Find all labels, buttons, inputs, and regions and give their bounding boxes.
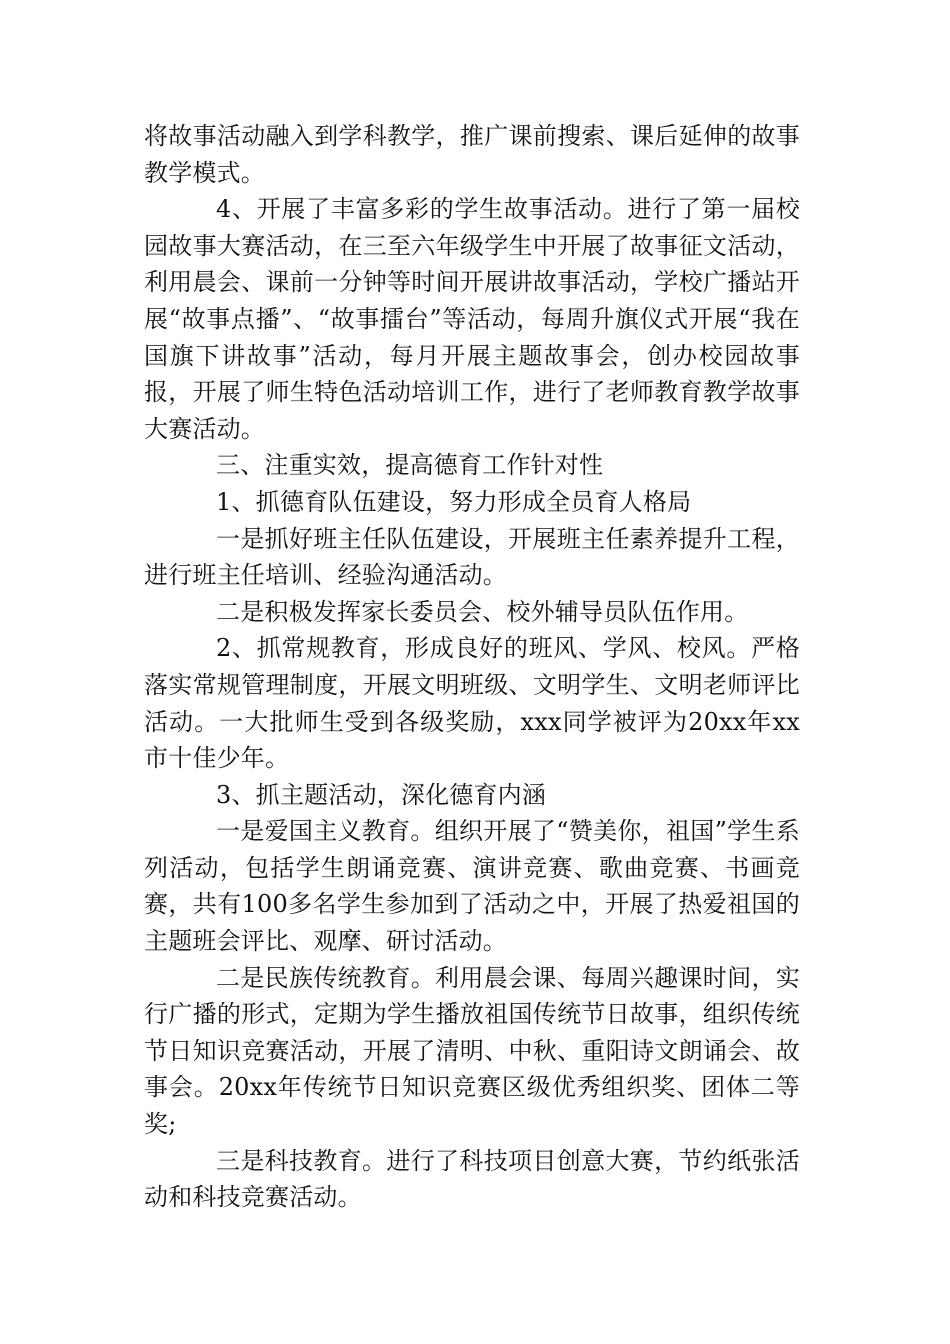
- paragraph-item-2-routine-education: 2、抓常规教育，形成良好的班风、学风、校风。严格落实常规管理制度，开展文明班级、文明学生、文明老师评比活动。一大批师生受到各级奖励，xxx同学被评为20xx年xx市十佳少年。: [144, 634, 800, 773]
- paragraph-parents-committee: 二是积极发挥家长委员会、校外辅导员队伍作用。: [216, 597, 749, 626]
- document-page: [144, 118, 800, 1216]
- paragraph-head-teacher-team: 一是抓好班主任队伍建设，开展班主任素养提升工程，进行班主任培训、经验沟通活动。: [144, 524, 800, 590]
- section-heading-3: 三、注重实效，提高德育工作针对性: [216, 451, 604, 480]
- paragraph-science-education: 三是科技教育。进行了科技项目创意大赛，节约纸张活动和科技竞赛活动。: [144, 1146, 800, 1212]
- paragraph-item-4-story-activities: 4、开展了丰富多彩的学生故事活动。进行了第一届校园故事大赛活动，在三至六年级学生中开展了故事征文活动，利用晨会、课前一分钟等时间开展讲故事活动，学校广播站开展“故事点播”、“故事擂台”等活动，每周升旗仪式开展“我在国旗下讲故事”活动，每月开展主题故事会，创办校园故事报，开展了师生特色活动培训工作，进行了老师教育教学故事大赛活动。: [144, 195, 800, 443]
- subheading-1-moral-team: 1、抓德育队伍建设，努力形成全员育人格局: [216, 487, 692, 516]
- paragraph-story-teaching-mode: 将故事活动融入到学科教学，推广课前搜索、课后延伸的故事教学模式。: [144, 122, 800, 187]
- subheading-3-theme-activities: 3、抓主题活动，深化德育内涵: [216, 780, 547, 809]
- paragraph-patriotic-education: 一是爱国主义教育。组织开展了“赞美你，祖国”学生系列活动，包括学生朗诵竞赛、演讲竞赛、歌曲竞赛、书画竞赛，共有100多名学生参加到了活动之中，开展了热爱祖国的主题班会评比、观摩、研讨活动。: [144, 817, 800, 956]
- paragraph-traditional-education: 二是民族传统教育。利用晨会课、每周兴趣课时间，实行广播的形式，定期为学生播放祖国传统节日故事，组织传统节日知识竞赛活动，开展了清明、中秋、重阳诗文朗诵会、故事会。20xx年传统节日知识竞赛区级优秀组织奖、团体二等奖;: [144, 963, 800, 1139]
